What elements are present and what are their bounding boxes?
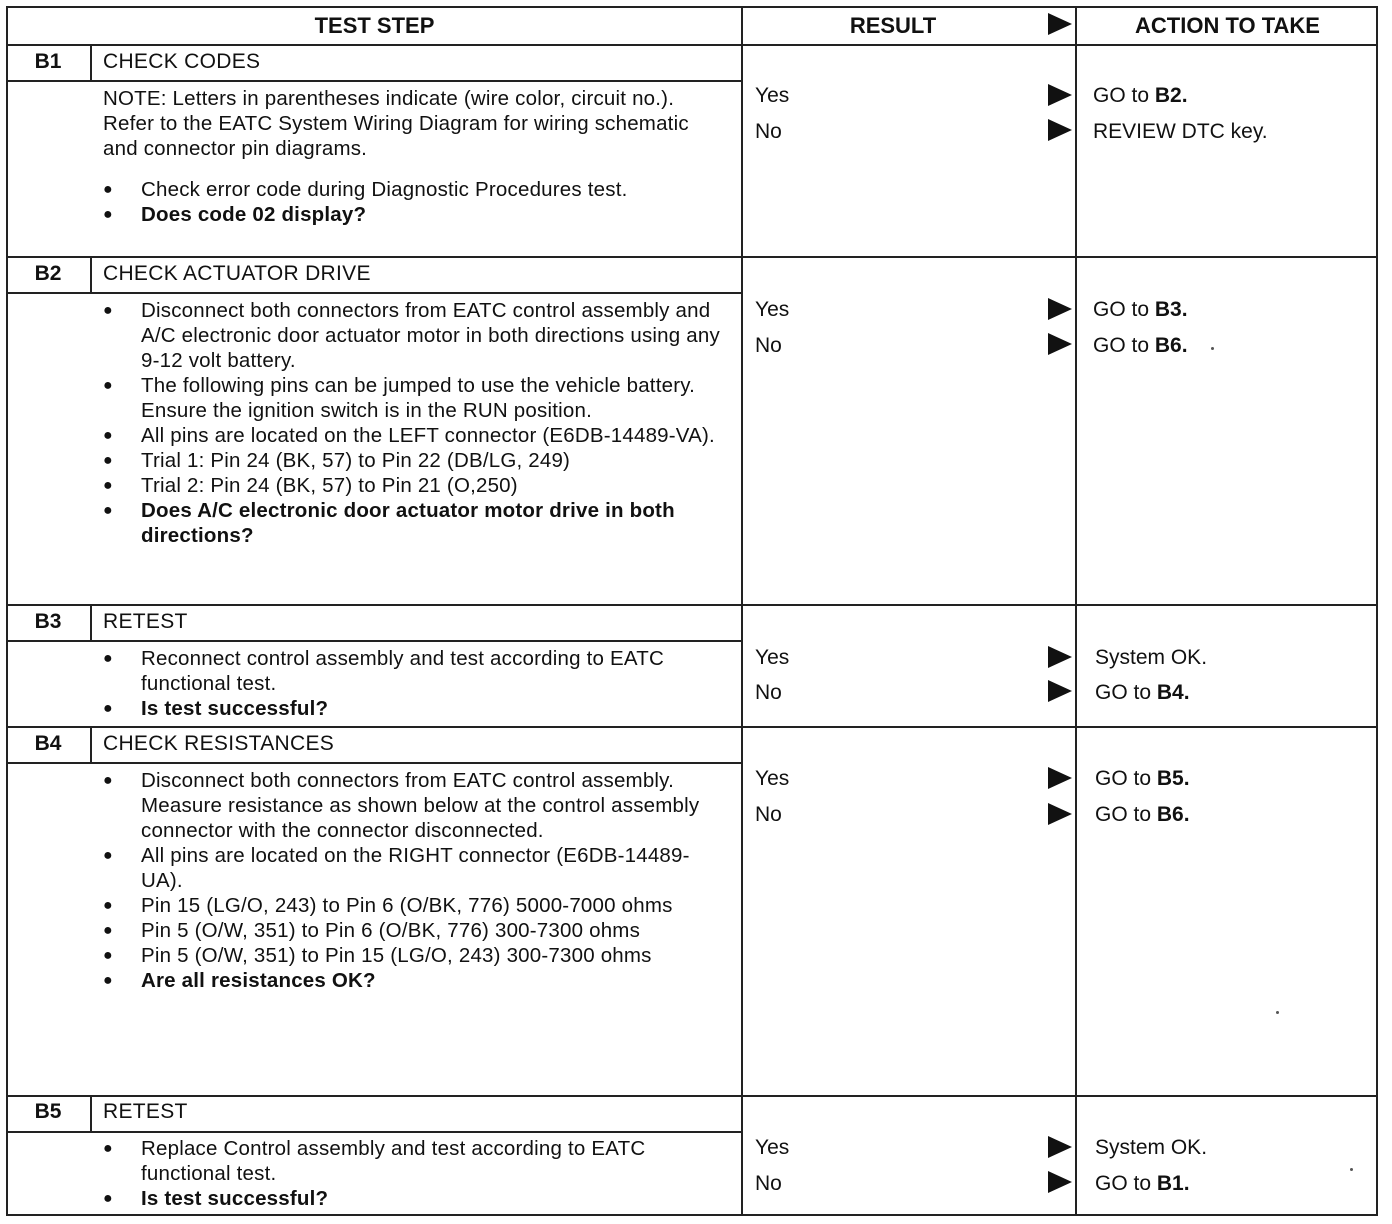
list-item: ● Reconnect control assembly and test according to EATC functional test. (103, 646, 723, 696)
scan-speck (1350, 1168, 1353, 1171)
header-test-step: TEST STEP (314, 13, 435, 38)
note-text: NOTE: Letters in parentheses indicate (wire color, circuit no.). Refer to the EATC System Wiring Diagram for wiring schematic and connector pin diagrams. (103, 87, 689, 160)
list-item: ● Replace Control assembly and test according to EATC functional test. (103, 1136, 723, 1186)
step-content (103, 86, 723, 227)
step-title-divider (8, 292, 741, 294)
arrow-icon (1048, 680, 1072, 702)
arrow-icon (1048, 1171, 1072, 1193)
step-id: B2 (34, 262, 62, 285)
list-item: ● All pins are located on the LEFT connector (E6DB-14489-VA). (103, 423, 723, 448)
list-item: ● All pins are located on the RIGHT connector (E6DB-14489-UA). (103, 843, 723, 893)
list-item: ● Trial 2: Pin 24 (BK, 57) to Pin 21 (O,250) (103, 473, 723, 498)
list-item: ● Pin 15 (LG/O, 243) to Pin 6 (O/BK, 776) 5000-7000 ohms (103, 893, 723, 918)
list-item: ● Pin 5 (O/W, 351) to Pin 6 (O/BK, 776) 300-7300 ohms (103, 918, 723, 943)
step-id: B4 (34, 732, 62, 755)
arrow-icon (1048, 333, 1072, 355)
action-no (1093, 328, 1188, 364)
step-title-divider (8, 1131, 741, 1133)
result-no: No (755, 120, 782, 143)
row-divider (8, 256, 1376, 258)
list-item: ● Pin 5 (O/W, 351) to Pin 15 (LG/O, 243) 300-7300 ohms (103, 943, 723, 968)
step-id-divider (90, 258, 92, 292)
action-no (1095, 675, 1190, 711)
step-title-divider (8, 80, 741, 82)
step-id-divider (90, 728, 92, 762)
header-divider (8, 44, 1376, 46)
step-content (103, 1136, 723, 1211)
header-arrow-icon (1048, 13, 1072, 35)
list-item: ● Disconnect both connectors from EATC control assembly and A/C electronic door actuator motor in both directions using any 9-12 volt battery. (103, 298, 723, 373)
step-id-divider (90, 606, 92, 640)
row-divider (8, 726, 1376, 728)
action-target: B6. (1156, 803, 1190, 826)
row-divider (8, 1095, 1376, 1097)
action-text: GO to (1095, 1172, 1157, 1195)
action-text: GO to (1095, 681, 1157, 704)
arrow-icon (1048, 1136, 1072, 1158)
scan-speck (1276, 1011, 1279, 1014)
action-target: B2. (1154, 84, 1188, 107)
arrow-icon (1048, 767, 1072, 789)
result-no: No (755, 803, 782, 826)
action-target: B5. (1156, 767, 1190, 790)
step-title-divider (8, 762, 741, 764)
step-id-divider (90, 1097, 92, 1131)
step-content (103, 646, 723, 721)
step-title: CHECK CODES (103, 50, 261, 73)
action-yes: System OK. (1095, 1136, 1208, 1159)
arrow-icon (1048, 84, 1072, 106)
diagnostic-table (6, 6, 1378, 1216)
result-no: No (755, 681, 782, 704)
list-item: ● Trial 1: Pin 24 (BK, 57) to Pin 22 (DB/LG, 249) (103, 448, 723, 473)
scan-speck (1211, 347, 1214, 350)
result-yes: Yes (755, 767, 790, 790)
step-id-divider (90, 46, 92, 80)
action-yes (1093, 78, 1188, 114)
action-no (1095, 797, 1190, 833)
action-yes (1093, 292, 1188, 328)
result-no: No (755, 334, 782, 357)
step-id: B3 (34, 610, 62, 633)
step-question: ● Is test successful? (103, 696, 723, 721)
step-title: RETEST (103, 1100, 188, 1123)
action-no (1095, 1166, 1190, 1202)
column-divider (1075, 8, 1077, 1214)
arrow-icon (1048, 298, 1072, 320)
result-no: No (755, 1172, 782, 1195)
action-no: REVIEW DTC key. (1093, 120, 1268, 143)
step-id: B5 (34, 1100, 62, 1123)
step-title-divider (8, 640, 741, 642)
action-target: B4. (1156, 681, 1190, 704)
header-result: RESULT (849, 13, 937, 38)
header-action: ACTION TO TAKE (1135, 13, 1320, 38)
column-divider (741, 8, 743, 1214)
step-title: CHECK RESISTANCES (103, 732, 335, 755)
action-text: GO to (1093, 298, 1155, 321)
action-text: GO to (1095, 767, 1157, 790)
result-yes: Yes (755, 646, 790, 669)
action-target: B1. (1156, 1172, 1190, 1195)
step-question: ● Does code 02 display? (103, 202, 723, 227)
step-content (103, 768, 723, 993)
action-text: GO to (1093, 84, 1155, 107)
action-target: B3. (1154, 298, 1188, 321)
step-question: ● Is test successful? (103, 1186, 723, 1211)
step-title: RETEST (103, 610, 188, 633)
list-item: ● Check error code during Diagnostic Procedures test. (103, 177, 723, 202)
result-yes: Yes (755, 84, 790, 107)
step-question: ● Does A/C electronic door actuator motor drive in both directions? (103, 498, 723, 548)
action-text: GO to (1093, 334, 1155, 357)
step-question: ● Are all resistances OK? (103, 968, 723, 993)
row-divider (8, 604, 1376, 606)
step-title: CHECK ACTUATOR DRIVE (103, 262, 371, 285)
list-item: ● Disconnect both connectors from EATC control assembly. Measure resistance as shown below at the control assembly connector with the connector disconnected. (103, 768, 723, 843)
step-id: B1 (34, 50, 62, 73)
step-content (103, 298, 723, 548)
list-item: ● The following pins can be jumped to use the vehicle battery. Ensure the ignition switch is in the RUN position. (103, 373, 723, 423)
arrow-icon (1048, 646, 1072, 668)
arrow-icon (1048, 119, 1072, 141)
arrow-icon (1048, 803, 1072, 825)
action-target: B6. (1154, 334, 1188, 357)
result-yes: Yes (755, 298, 790, 321)
action-yes (1095, 761, 1190, 797)
action-yes: System OK. (1095, 646, 1208, 669)
result-yes: Yes (755, 1136, 790, 1159)
action-text: GO to (1095, 803, 1157, 826)
